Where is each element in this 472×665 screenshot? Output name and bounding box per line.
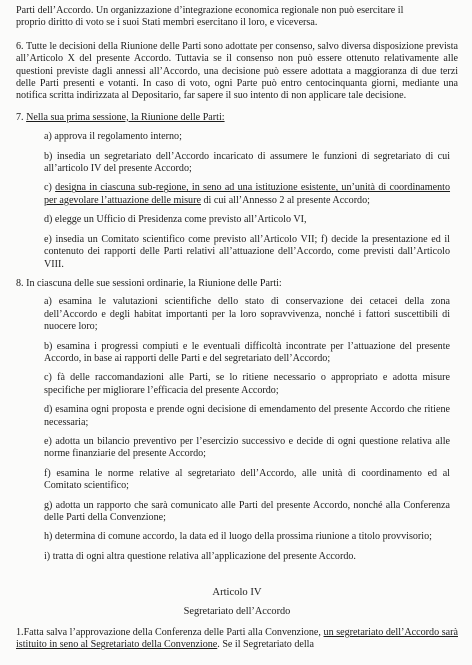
- section-7-item-e: e) insedia un Comitato scientifico come previsto all’Articolo VII; f) decide la presentazione ed il contenuto dei rapporti delle Parti relativi all’attuazione dell’Accordo, come previsti dall’Articolo VIII.: [44, 233, 450, 270]
- section-8-item-h: h) determina di comune accordo, la data ed il luogo della prossima riunione a titolo provvisorio;: [44, 531, 432, 543]
- paragraph-6: 6. Tutte le decisioni della Riunione delle Parti sono adottate per consenso, salvo diversa disposizione prevista all’Articolo X del presente Accordo. Tuttavia se il consenso non può essere ottenuto relativamente alle questioni previste dagli annessi all’Accordo, una decisione può essere adottata a maggioranza di due terzi delle Parti presenti e votanti. In caso di voto, ogni Parte può entro centocinquanta giorni, mediante una notifica scritta indirizzata al Depositario, far sapere il suo intento di non applicare tale decisione.: [16, 40, 458, 102]
- section-8-item-g: g) adotta un rapporto che sarà comunicato alle Parti del presente Accordo, nonché alla Conferenza delle Parti della Convenzione;: [44, 499, 450, 523]
- section-7-underlined-text: Nella sua prima sessione, la Riunione delle Parti:: [26, 111, 225, 123]
- continuation-line-2: proprio diritto di voto se i suoi Stati membri esercitano il loro, e viceversa.: [16, 17, 318, 29]
- section-7-item-a: a) approva il regolamento interno;: [44, 131, 182, 143]
- section-7-item-c-underlined: designa in ciascuna sub-regione, in seno ad una istituzione esistente, un’unità di coordinamento per agevolare l’attuazione delle misure: [44, 182, 451, 206]
- section-8-item-c: c) fà delle raccomandazioni alle Parti, se lo ritiene necessario o appropriato e adotta misure specifiche per migliorare l’efficacia del presente Accordo;: [44, 372, 450, 396]
- article-paragraph-1-start: 1.Fatta salva l’approvazione della Conferenza delle Parti alla Convenzione,: [16, 627, 324, 639]
- section-7-item-c: [44, 182, 450, 207]
- section-8-item-f: f) esamina le norme relative al segretariato dell’Accordo, alle unità di coordinamento ed al Comitato scientifico;: [44, 467, 450, 492]
- section-8-item-b: b) esamina i progressi compiuti e le eventuali difficoltà incontrate per l’attuazione del presente Accordo, in base ai rapporti delle Parti e del segretariato dell’Accordo;: [44, 340, 450, 364]
- article-paragraph-1-end: . Se il Segretariato della: [217, 639, 314, 651]
- section-7-item-c-rest: di cui all’Annesso 2 al presente Accordo;: [200, 194, 370, 206]
- continuation-line-1: Parti dell’Accordo. Un organizzazione d’integrazione economica regionale non può esercitare il: [16, 5, 404, 16]
- article-title: Articolo IV: [212, 587, 262, 599]
- section-7-item-d: d) elegge un Ufficio di Presidenza come previsto all’Articolo VI,: [44, 214, 307, 226]
- section-7-heading: [16, 112, 458, 124]
- section-7-number: 7.: [16, 111, 27, 123]
- article-subtitle: Segretariato dell’Accordo: [183, 605, 291, 617]
- section-8-item-i: i) tratta di ogni altra questione relativa all’applicazione del presente Accordo.: [44, 550, 356, 562]
- continuation-paragraph: [16, 5, 458, 30]
- section-7-item-c-letter: c): [44, 182, 56, 194]
- section-8-item-d: d) esamina ogni proposta e prende ogni decisione di emendamento del presente Accordo che ritiene necessaria;: [44, 404, 450, 428]
- section-8-item-a: a) esamina le valutazioni scientifiche dello stato di conservazione dei cetacei della zona dell’Accordo e degli habitat importanti per la loro sopravvivenza, nonché i fattori suscettibili di nuocere loro;: [44, 296, 450, 333]
- section-8-heading: 8. In ciascuna delle sue sessioni ordinarie, la Riunione delle Parti:: [16, 277, 282, 289]
- section-8-item-e: e) adotta un bilancio preventivo per l’esercizio successivo e decide di ogni questione relativa alle norme finanziarie del presente Accordo;: [44, 435, 450, 460]
- article-paragraph-1-underlined: un segretariato dell’Accordo sarà istituito in seno al Segretariato della Convenzione: [16, 627, 458, 651]
- article-paragraph-1: [16, 627, 458, 652]
- section-7-item-b: b) insedia un segretariato dell’Accordo incaricato di assumere le funzioni di segretariato di cui all’articolo IV del presente Accordo;: [44, 150, 450, 175]
